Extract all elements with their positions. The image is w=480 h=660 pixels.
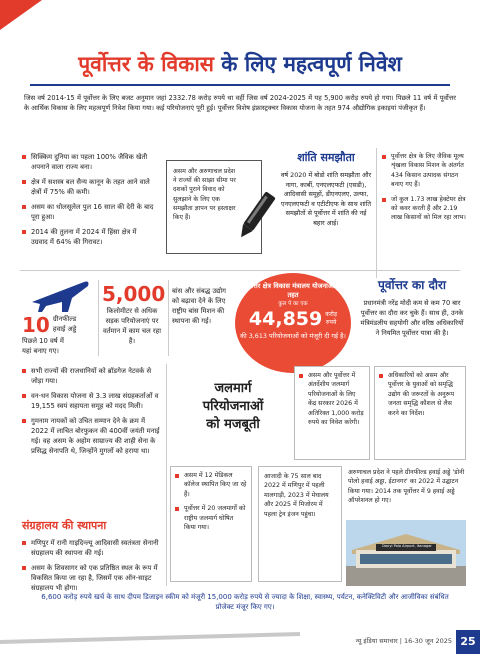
title-underline [30, 84, 450, 86]
scheme-amount-row [240, 308, 346, 330]
waterway-title-3: को मजबूती [206, 417, 260, 432]
right-bullet-list [382, 152, 468, 228]
airports-line1: ग्रीनफील्ड [52, 315, 77, 323]
list-item: सभी राज्यों की राजधानियों को ब्रॉडगेज नेटवर्क से जोड़ा गया। [22, 366, 162, 386]
waterway-title [178, 380, 288, 434]
page-number: 25 [456, 630, 480, 654]
page-title [0, 50, 480, 78]
pen-icon [236, 188, 276, 244]
officials-box [374, 366, 466, 460]
airports-stat [22, 314, 96, 356]
waterway-title-1: जलमार्ग [214, 381, 252, 396]
airports-number: 10 [22, 313, 50, 337]
peace-text: वर्ष 2020 में बोडो शांति समझौता और नागा, कार्बी, एनएलएफटी (एसडी), आदिवासी समूहों, डीएनएलए, उल्फा, एनएलएफटी व एटीटीएफ के साथ शांति समझौतों से पूर्वोत्तर में शांति की नई बहार आई। [280, 171, 372, 227]
divider [168, 280, 169, 356]
list-item: मणिपुर में रानी गाइदिन्ल्यू आदिवासी स्वतंत्रता सेनानी संग्रहालय की स्थापना की गई। [22, 538, 162, 558]
airport-photo [346, 520, 466, 586]
list-item: सिक्किम दुनिया का पहला 100% जैविक खेती अपनाने वाला राज्य बना। [22, 152, 154, 172]
medical-list [175, 471, 247, 532]
museum-title: संग्रहालय की स्थापना [22, 519, 107, 532]
list-item: क्षेत्र में सशस्त्र बल सैन्य कानून के तहत आने वाले क्षेत्रों में 75% की कमी। [22, 177, 154, 197]
officials-list [379, 371, 461, 418]
airports-line2: हवाई अड्डे [52, 325, 77, 333]
corner-decoration [0, 0, 42, 30]
assam-border-text: असम और अरुणाचल प्रदेश ने राज्यों की साझा सीमा पर दशकों पुराने विवाद को सुलझाने के लिए एक समझौता ज्ञापन पर हस्ताक्षर किए हैं। [173, 168, 236, 222]
officials-text: अधिकारियों को असम और पूर्वोत्तर के युवाओं को समृद्धि उद्योग की जरूरतों के अनुरूप जनता समृद्धि कौशल से लैस करने का निर्देश। [379, 371, 461, 418]
roads-text: किलोमीटर से अधिक सड़क परियोजनाएं पर वर्तमान में काम चल रहा है। [102, 307, 162, 345]
divider [376, 148, 377, 278]
scheme-footer: की 3,613 परियोजनाओं को मंजूरी दी गई है। [240, 332, 346, 340]
divider [166, 364, 167, 586]
museum-bullets [22, 538, 162, 598]
footer-note: 6,600 करोड़ रुपये खर्च के साथ दीपम डिजाइन स्कीम को मंजूरी 15,000 करोड़ रुपये से ज्यादा के शिक्षा, स्वास्थ्य, पर्यटन, कनेक्टिविटी और आजीविका संबंधित प्रोजेक्ट मंजूर किए गए। [41, 593, 449, 611]
list-item: पूर्वोत्तर क्षेत्र के लिए जैविक मूल्य शृंखला विकास मिशन के अंतर्गत 434 किसान उत्पादक संगठन बनाए गए हैं। [382, 152, 468, 190]
list-item: असम के शिवसागर को एक प्रतिष्ठित स्थल के रूप में विकसित किया जा रहा है, जिसमें एक ऑन-साइट संग्रहालय भी होगा। [22, 563, 162, 593]
scheme-prefix: कुल पे का एक [278, 301, 308, 307]
waterway-title-2: परियोजनाओं [202, 399, 264, 414]
peace-section [280, 150, 372, 229]
scheme-unit-1: करोड़ [325, 311, 338, 318]
scheme-unit [325, 311, 337, 327]
list-item: पूर्वोत्तर में 20 जलमार्गों को राष्ट्रीय जलमार्ग घोषित किया गया। [175, 504, 247, 532]
title-highlight: पूर्वोत्तर के विकास [78, 52, 214, 76]
waterway-list [299, 371, 365, 427]
airports-line3: पिछले 10 वर्ष में [22, 337, 64, 345]
scheme-content [240, 282, 346, 341]
arunachal-text: अरुणाचल प्रदेश ने पहले ग्रीनफील्ड हवाई अड्डे 'डोनी पोलो हवाई अड्डा, ईटानगर' का 2022 में उद्घाटन किया गया। 2014 तक पूर्वोत्तर में 9 हवाई अड्डे ऑपरेशनल हो गए। [348, 469, 465, 505]
scheme-amount: 44,859 [248, 308, 323, 330]
list-item: असम का धोलसूलेल पुल 16 साल की देरी के बाद पूरा हुआ। [22, 202, 154, 222]
footer-stripe [0, 630, 480, 660]
pm-visit-section [358, 276, 466, 338]
roads-number: 5,000 [102, 282, 166, 306]
list-item: जो कुल 1.73 लाख हेक्टेयर क्षेत्र को कवर करती हैं और 2.19 लाख किसानों को मिल रहा लाभ। [382, 195, 468, 223]
airport-sign: Donyi Polo Airport, Itanagar [382, 544, 432, 548]
scheme-unit-2: रुपये [325, 319, 337, 326]
pm-visit-text: प्रधानमंत्री नरेंद्र मोदी कम से कम 70 बार पूर्वोत्तर का दौरा कर चुके हैं। साथ ही, उनके मंत्रिमंडलीय सहयोगी और वरिष्ठ अधिकारियों ने नियमित पूर्वोत्तर यात्रा की है। [360, 299, 464, 337]
airports-line4: यहां बनाए गए। [22, 347, 59, 355]
divider [20, 270, 460, 271]
peace-title: शांति समझौता [297, 151, 355, 164]
waterway-text: असम और पूर्वोत्तर में अंतर्देशीय जलमार्ग परियोजनाओं के लिए केंद्र सरकार 2026 में अतिरिक्त 1,000 करोड़ रुपये का निवेश करेगी। [299, 371, 365, 427]
divider [98, 280, 99, 356]
left-bullet-list [22, 152, 154, 252]
medical-box [170, 466, 252, 582]
rail-box [258, 466, 342, 582]
airplane-icon [28, 276, 92, 314]
waterway-box [294, 366, 370, 460]
intro-paragraph: जिस वर्ष 2014-15 में पूर्वोत्तर के लिए बजट अनुमान जहां 2332.78 करोड़ रुपये था वहीं जिस वर्ष 2024-2025 में यह 5,900 करोड़ रुपये हो गया। पिछले 11 वर्ष में पूर्वोत्तर के आर्थिक विकास के लिए महत्वपूर्ण निवेश किया गया। कई परियोजनाएं पूरी हुई। पूर्वोत्तर विशेष इंफ्रास्ट्रक्चर विकास योजना के तहत 974 औद्योगिक इकाइयां पंजीकृत हैं। [24, 94, 456, 112]
list-item: वन-धन विकास योजना से 3.3 लाख संग्रहकर्ताओं व 19,155 स्वयं सहायता समूह को मदद मिली। [22, 391, 162, 411]
scheme-heading: पूर्वोत्तर क्षेत्र विकास मंत्रालय योजनाओं के तहत [243, 282, 342, 299]
pm-visit-title: पूर्वोत्तर का दौरा [378, 278, 446, 292]
list-item: असम में 12 मेडिकल कॉलेज स्थापित किए जा रहे हैं। [175, 471, 247, 499]
roads-stat [102, 282, 166, 346]
publication-info: न्यू इंडिया समाचार | 16-30 जून 2025 [355, 637, 452, 645]
title-rest: के लिए महत्वपूर्ण निवेश [214, 52, 402, 76]
left-lower-bullets [22, 366, 162, 461]
bamboo-text: बांस और संबद्ध उद्योग को बढ़ावा देने के लिए राष्ट्रीय बांस मिशन की स्थापना की गई। [172, 287, 226, 325]
rail-text: आजादी के 75 साल बाद 2022 में मणिपुर में पहली मालगाड़ी, 2023 में मेघालय और 2025 में मिजोरम में पहला ट्रेन इंजन पहुंचा। [264, 473, 329, 518]
list-item: गुमनाम नायकों को उचित सम्मान देने के क्रम में 2022 में लाचित बोरफुकन की 400वीं जयंती मनाई गई। वह असम के अहोम साम्राज्य की शाही सेना के प्रसिद्ध सेनापति थे, जिन्होंने मुगलों को हराया था। [22, 416, 162, 456]
list-item: 2014 की तुलना में 2024 में हिंसा क्षेत्र में उग्रवाद में 64% की गिरावट। [22, 227, 154, 247]
